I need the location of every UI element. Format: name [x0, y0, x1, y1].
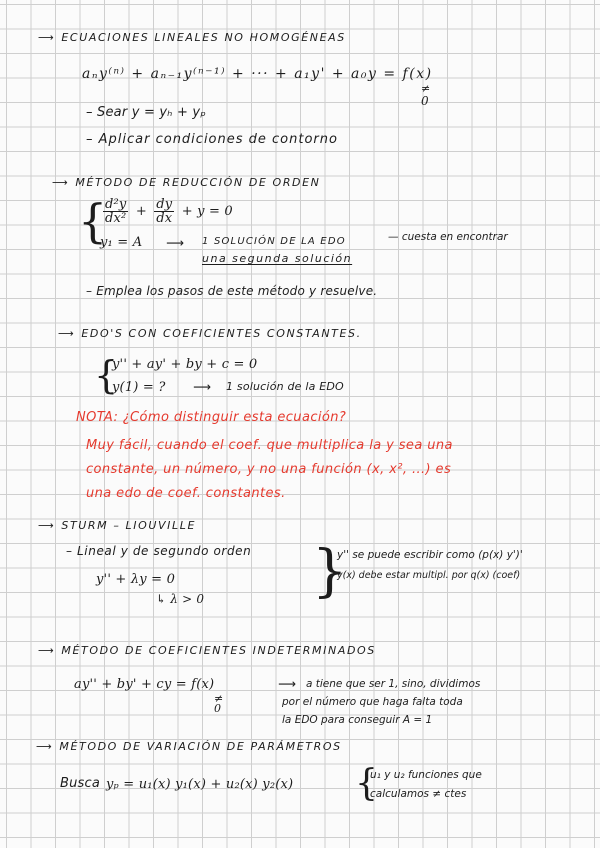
param-note-2: calculamos ≠ ctes [370, 788, 467, 800]
lambda-condition: ↳ λ > 0 [156, 592, 205, 606]
cuesta-note: — cuesta en encontrar [388, 231, 508, 243]
bullet-solucion: – Sear y = yₕ + yₚ [86, 105, 207, 120]
heading-reduccion-orden [52, 176, 321, 189]
neq-mark: ≠ [214, 692, 224, 705]
second-derivative: $\frac{\text{d²y}}{\text{dx²}}$ [105, 197, 127, 226]
nota-line-2: Muy fácil, cuando el coef. que multiplica la y sea una [86, 438, 453, 453]
one-solution-text: 1 solución de la EDO [226, 380, 344, 393]
arrow-icon: ⟶ [38, 31, 56, 44]
ode-constant-coef: y'' + ay' + by + c = 0 [112, 357, 258, 372]
indet-note-3: la EDO para conseguir A = 1 [282, 714, 433, 726]
heading-sturm-liouville [38, 519, 196, 532]
param-note-1: u₁ y u₂ funciones que [370, 769, 482, 781]
nota-line-4: una edo de coef. constantes. [86, 486, 286, 501]
heading-text: EDO'S CON COEFICIENTES CONSTANTES. [81, 327, 362, 340]
arrow-icon: ⟶ [52, 176, 70, 189]
busca-label: Busca [60, 776, 101, 791]
heading-text: MÉTODO DE REDUCCIÓN DE ORDEN [75, 176, 321, 189]
indet-note-2: por el número que haga falta toda [282, 696, 463, 708]
arrow-icon: ⟶ [166, 235, 185, 250]
bullet-emplea: – Emplea los pasos de este método y resuelve. [86, 284, 378, 298]
sturm-note-1: y'' se puede escribir como (p(x) y')' [337, 549, 523, 561]
general-equation: aₙy⁽ⁿ⁾ + aₙ₋₁y⁽ⁿ⁻¹⁾ + ··· + a₁y' + a₀y = f(x) [82, 66, 433, 82]
sturm-note-2: y(x) debe estar multipl. por q(x) (coef) [337, 570, 521, 581]
side-brace: { [355, 763, 378, 804]
heading-ecuaciones-lineales [38, 31, 346, 44]
heading-variacion-parametros [36, 740, 342, 753]
sturm-equation: y'' + λy = 0 [96, 572, 176, 587]
heading-text: MÉTODO DE COEFICIENTES INDETERMINADOS [61, 644, 376, 657]
indet-note-1: a tiene que ser 1, sino, dividimos [306, 678, 481, 690]
indet-equation: ay'' + by' + cy = f(x) [74, 677, 215, 692]
particular-solution: yₚ = u₁(x) y₁(x) + u₂(x) y₂(x) [106, 777, 294, 792]
bullet-lineal: – Lineal y de segundo orden [66, 544, 252, 558]
system-brace: { [94, 353, 119, 397]
ode-reduction: $\frac{\text{d²y}}{\text{dx²}}$ + $\frac{dy}{dx}$ + y = 0 [105, 197, 233, 226]
one-solution-label: 1 SOLUCIÓN DE LA EDO [202, 236, 346, 247]
zero-mark: 0 [214, 702, 222, 715]
initial-solution: y₁ = A [100, 235, 143, 250]
arrow-icon: ⟶ [36, 740, 54, 753]
zero-mark: 0 [421, 94, 429, 108]
arrow-icon: ⟶ [38, 644, 56, 657]
system-brace: { [78, 194, 108, 248]
heading-text: MÉTODO DE VARIACIÓN DE PARÁMETROS [59, 740, 342, 753]
arrow-icon: ⟶ [278, 676, 297, 691]
side-brace: } [312, 539, 348, 604]
heading-text: ECUACIONES LINEALES NO HOMOGÉNEAS [61, 31, 346, 44]
arrow-icon: ⟶ [38, 519, 56, 532]
arrow-icon: ⟶ [193, 379, 212, 394]
neq-mark: ≠ [421, 82, 431, 95]
initial-condition: y(1) = ? [112, 380, 166, 395]
first-derivative: $\frac{dy}{dx}$ [156, 197, 173, 226]
heading-text: STURM – LIOUVILLE [61, 519, 197, 532]
arrow-icon: ⟶ [58, 327, 76, 340]
nota-question: NOTA: ¿Cómo distinguir esta ecuación? [76, 410, 347, 425]
nota-line-3: constante, un número, y no una función (x, x², ...) es [86, 462, 452, 477]
bullet-condiciones: – Aplicar condiciones de contorno [86, 132, 338, 147]
heading-coef-constantes [58, 327, 362, 340]
heading-coef-indeterminados [38, 644, 376, 657]
segunda-solucion: una segunda solución [202, 252, 353, 265]
